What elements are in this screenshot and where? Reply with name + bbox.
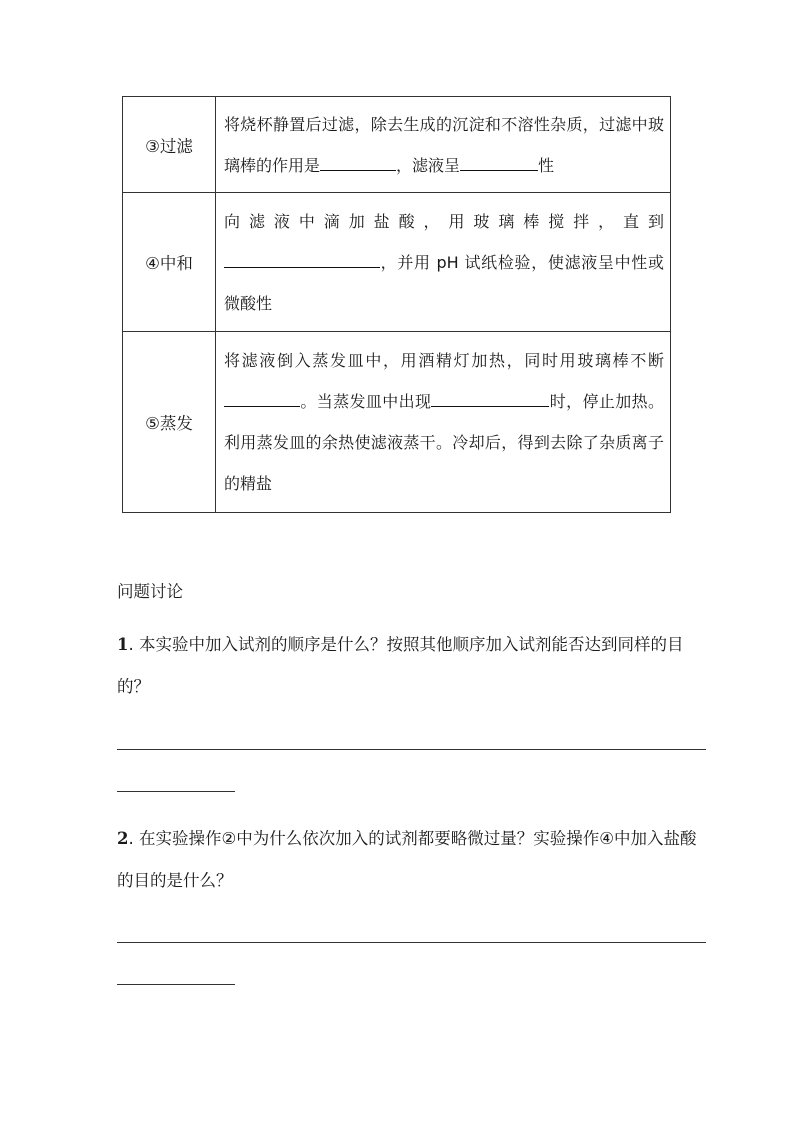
question-text: . 在实验操作②中为什么依次加入的试剂都要略微过量？实验操作④中加入盐酸的目的是什么？ [117,829,697,890]
answer-line[interactable] [117,749,706,750]
fill-blank[interactable] [224,386,300,407]
experiment-steps-table [122,96,671,513]
answer-line[interactable] [117,942,706,943]
step-text: 向滤液中滴加盐酸，用玻璃棒搅拌，直到 [224,211,664,231]
step-name-neutralize: ④中和 [123,193,216,332]
fill-blank[interactable] [431,386,549,407]
table-row [123,97,671,193]
step-text: 将烧杯静置后过滤，除去生成的沉淀和不溶性杂质，过滤中玻璃棒的作用是 [224,114,664,175]
step-text: 性 [538,155,555,175]
table-row [123,193,671,332]
question-number: 1 [117,635,129,654]
question-number: 2 [117,829,129,848]
answer-line[interactable] [117,984,235,985]
discussion-title: 问题讨论 [117,582,183,601]
step-body-evaporate [216,332,671,513]
step-name-filter: ③过滤 [123,97,216,193]
question-2 [117,818,697,902]
fill-blank[interactable] [320,150,396,171]
step-name-evaporate: ⑤蒸发 [123,332,216,513]
question-text: . 本实验中加入试剂的顺序是什么？按照其他顺序加入试剂能否达到同样的目的？ [117,635,684,696]
step-body-neutralize [216,193,671,332]
step-text: 。当蒸发皿中出现 [300,392,432,411]
step-body-filter [216,97,671,193]
step-text: ，并用 pH 试纸检验，使滤液呈中性或微酸性 [224,252,664,313]
step-text: ，滤液呈 [396,155,461,175]
fill-blank[interactable] [460,150,538,171]
table-row [123,332,671,513]
step-text: 将滤液倒入蒸发皿中，用酒精灯加热，同时用玻璃棒不断 [224,351,664,370]
fill-blank[interactable] [224,247,380,268]
answer-line[interactable] [117,791,235,792]
question-1 [117,624,697,708]
step-text: 时，停止加热。利用蒸发皿的余热使滤液蒸干。冷却后，得到去除了杂质离子的精盐 [224,392,664,493]
